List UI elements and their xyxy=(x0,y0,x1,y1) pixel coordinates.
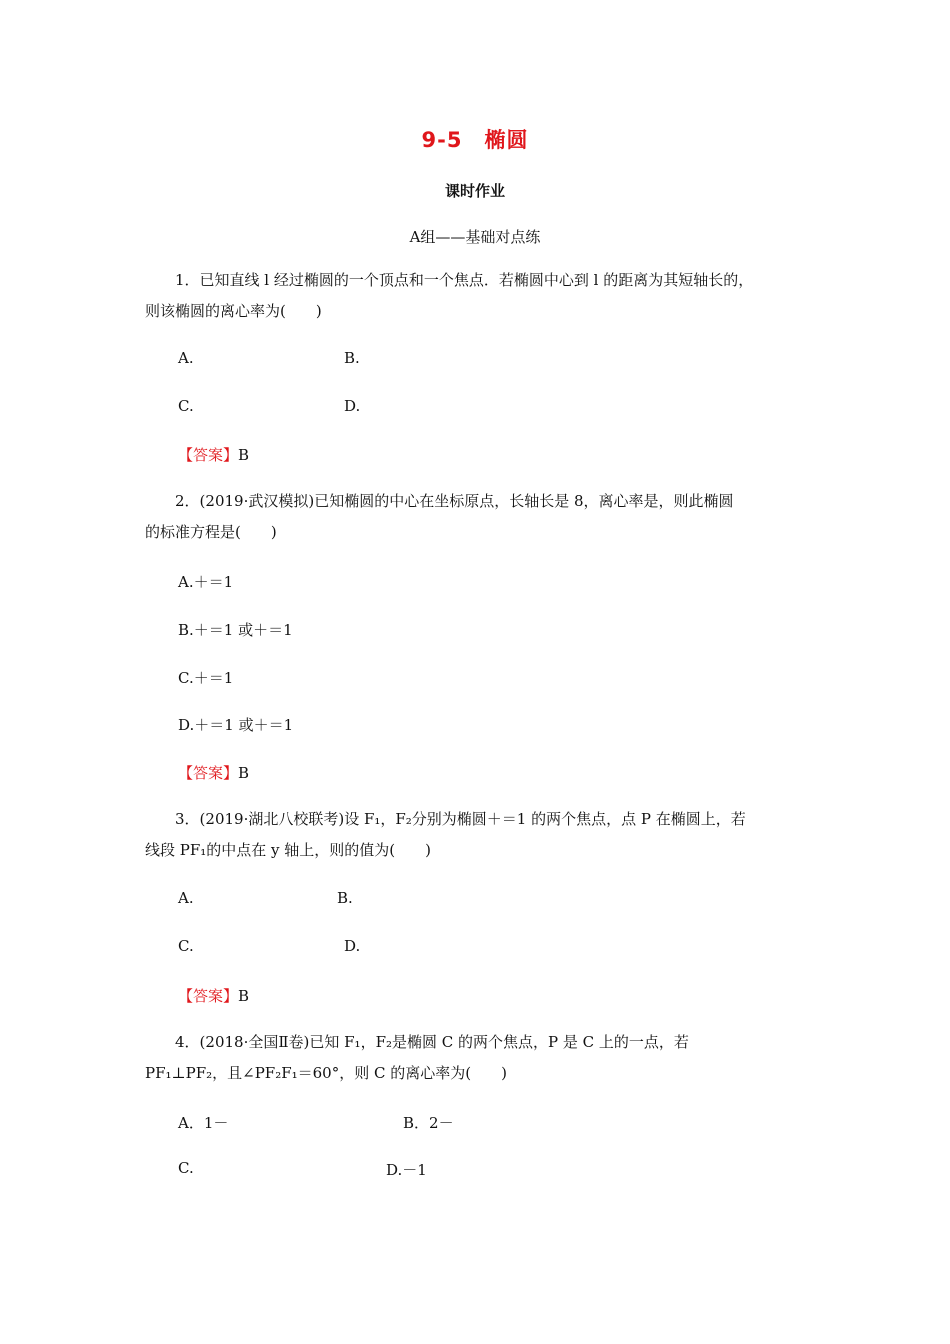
answer-value: B xyxy=(238,764,250,782)
question-1-stem-line1: 1．已知直线 l 经过椭圆的一个顶点和一个焦点．若椭圆中心到 l 的距离为其短轴长的， xyxy=(175,271,754,289)
question-2-stem-line1: 2．(2019·武汉模拟)已知椭圆的中心在坐标原点，长轴长是 8，离心率是，则此椭圆 xyxy=(175,492,734,510)
question-3 xyxy=(145,804,810,866)
q2-answer xyxy=(178,762,249,783)
q1-option-a: A. xyxy=(178,349,194,367)
q4-option-a: A．1－ xyxy=(178,1114,229,1132)
question-4-stem-line1: 4．(2018·全国Ⅱ卷)已知 F₁，F₂是椭圆 C 的两个焦点，P 是 C 上的一点，若 xyxy=(175,1033,689,1051)
q1-option-d: D. xyxy=(344,397,361,415)
question-2-stem-line2: 的标准方程是( ) xyxy=(145,523,277,541)
q3-option-d: D. xyxy=(344,937,361,955)
q4-option-c: C. xyxy=(178,1159,194,1177)
q3-option-b: B. xyxy=(337,889,353,907)
q3-option-a: A. xyxy=(178,889,194,907)
q2-option-b: B.＋＝1 或＋＝1 xyxy=(178,621,293,639)
q3-answer xyxy=(178,985,249,1006)
q2-option-c: C.＋＝1 xyxy=(178,669,234,687)
answer-value: B xyxy=(238,446,250,464)
answer-tag: 【答案】 xyxy=(178,764,239,782)
q2-option-d: D.＋＝1 或＋＝1 xyxy=(178,716,294,734)
page-title: 9-5 椭圆 xyxy=(421,128,529,152)
question-2 xyxy=(145,486,810,548)
page-subtitle: 课时作业 xyxy=(444,182,505,200)
q4-option-d: D.－1 xyxy=(386,1161,427,1179)
question-1-stem-line2: 则该椭圆的离心率为( ) xyxy=(145,302,322,320)
q3-option-c: C. xyxy=(178,937,194,955)
answer-tag: 【答案】 xyxy=(178,446,239,464)
q4-option-b: B．2－ xyxy=(403,1114,454,1132)
question-1 xyxy=(145,265,810,327)
answer-tag: 【答案】 xyxy=(178,987,239,1005)
q1-option-b: B. xyxy=(344,349,360,367)
question-3-stem-line1: 3．(2019·湖北八校联考)设 F₁，F₂分别为椭圆＋＝1 的两个焦点，点 P 在椭圆上，若 xyxy=(175,810,746,828)
q1-answer xyxy=(178,444,249,465)
question-3-stem-line2: 线段 PF₁的中点在 y 轴上，则的值为( ) xyxy=(145,841,431,859)
group-heading: A组——基础对点练 xyxy=(409,228,541,246)
question-4-stem-line2: PF₁⊥PF₂，且∠PF₂F₁＝60°，则 C 的离心率为( ) xyxy=(145,1064,507,1082)
answer-value: B xyxy=(238,987,250,1005)
q2-option-a: A.＋＝1 xyxy=(178,573,234,591)
question-4 xyxy=(145,1027,810,1089)
q1-option-c: C. xyxy=(178,397,194,415)
